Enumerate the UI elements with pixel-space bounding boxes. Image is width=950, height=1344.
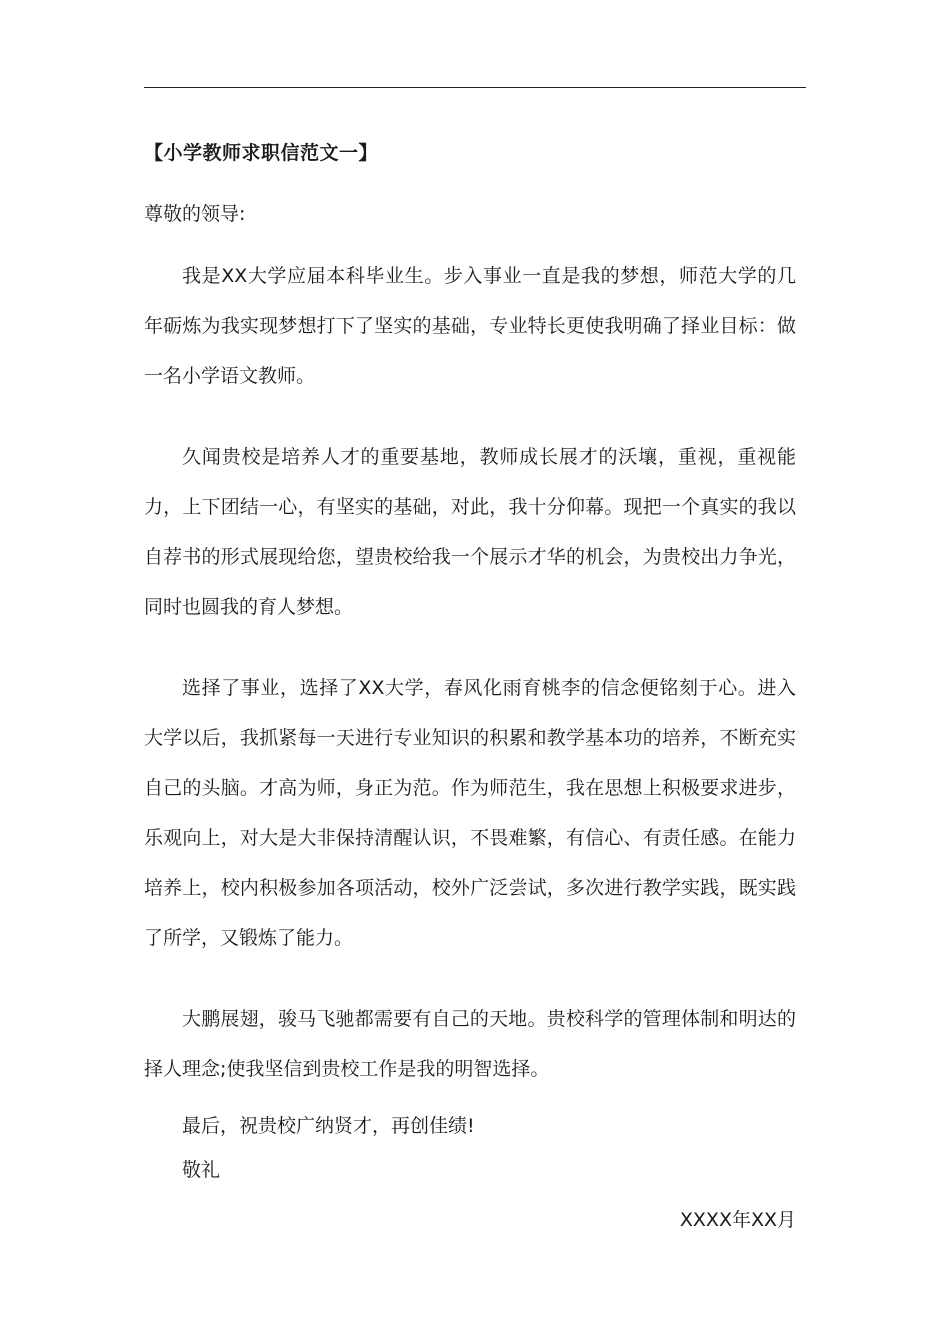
paragraph-intro: 我是XX大学应届本科毕业生。步入事业一直是我的梦想，师范大学的几年砺炼为我实现梦想打下了坚实的基础，专业特长更使我明确了择业目标：做一名小学语文教师。: [144, 265, 796, 387]
letter-date: XXXX年XX月: [679, 1209, 796, 1231]
closing-wish: 最后，祝贵校广纳贤才，再创佳绩!: [182, 1115, 475, 1137]
letter-title: 【小学教师求职信范文一】: [144, 142, 379, 164]
letter-body: [144, 138, 796, 1240]
paragraph-choice: 大鹏展翅，骏马飞驰都需要有自己的天地。贵校科学的管理体制和明达的择人理念;使我坚信到贵校工作是我的明智选择。: [144, 1008, 796, 1080]
paragraph-school: 久闻贵校是培养人才的重要基地，教师成长展才的沃壤，重视，重视能力，上下团结一心，有坚实的基础，对此，我十分仰幕。现把一个真实的我以自荐书的形式展现给您，望贵校给我一个展示才华的机会，为贵校出力争光，同时也圆我的育人梦想。: [144, 446, 796, 618]
salutation: 尊敬的领导:: [144, 203, 246, 225]
paragraph-experience: 选择了事业，选择了XX大学，春风化雨育桃李的信念便铭刻于心。进入大学以后，我抓紧每一天进行专业知识的积累和教学基本功的培养，不断充实自己的头脑。才高为师，身正为范。作为师范生，我在思想上积极要求进步，乐观向上，对大是大非保持清醒认识，不畏难繁，有信心、有责任感。在能力培养上，校内积极参加各项活动，校外广泛尝试，多次进行教学实践，既实践了所学，又锻炼了能力。: [144, 677, 796, 949]
top-divider: [144, 87, 806, 88]
regards: 敬礼: [182, 1159, 221, 1181]
